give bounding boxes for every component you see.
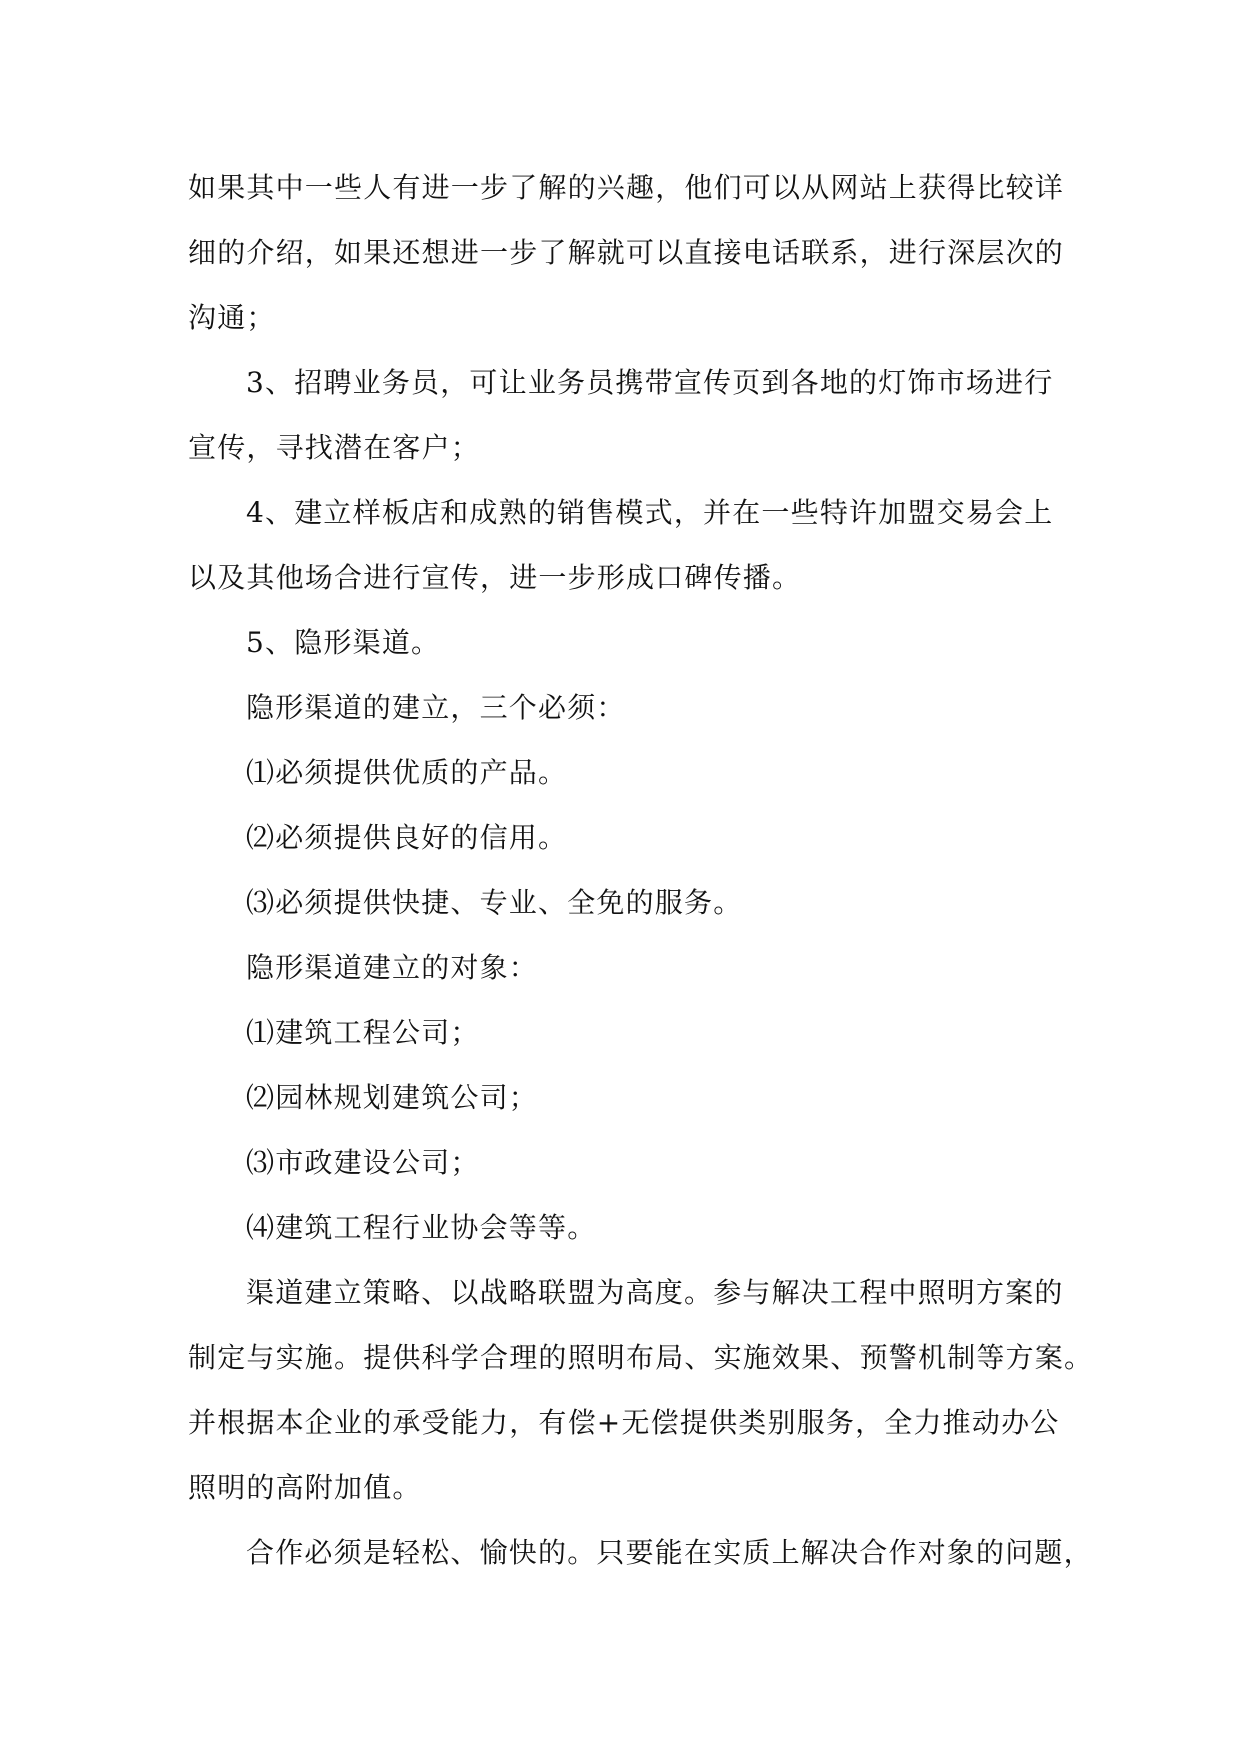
paragraph-line: 5、隐形渠道。: [246, 626, 441, 659]
document-body: [188, 155, 1094, 1585]
list-item: ⑵必须提供良好的信用。: [246, 821, 568, 854]
paragraph-line: 宣传，寻找潜在客户；: [188, 431, 481, 464]
paragraph-line: 合作必须是轻松、愉快的。只要能在实质上解决合作对象的问题，: [246, 1536, 1093, 1569]
list-item: ⑶必须提供快捷、专业、全免的服务。: [246, 886, 743, 919]
paragraph-line: 隐形渠道建立的对象：: [246, 951, 539, 984]
paragraph-line: 隐形渠道的建立，三个必须：: [246, 691, 626, 724]
paragraph-line: 以及其他场合进行宣传，进一步形成口碑传播。: [188, 561, 802, 594]
list-item: ⑴建筑工程公司；: [246, 1016, 480, 1049]
paragraph-line: 如果其中一些人有进一步了解的兴趣，他们可以从网站上获得比较详: [188, 171, 1065, 204]
list-item: ⑵园林规划建筑公司；: [246, 1081, 539, 1114]
paragraph-line: 制定与实施。提供科学合理的照明布局、实施效果、预警机制等方案。: [188, 1341, 1094, 1374]
list-item: ⑷建筑工程行业协会等等。: [246, 1211, 597, 1244]
paragraph-line: 沟通；: [188, 301, 276, 334]
paragraph-line: 渠道建立策略、以战略联盟为高度。参与解决工程中照明方案的: [246, 1276, 1064, 1309]
paragraph-line: 并根据本企业的承受能力，有偿+无偿提供类别服务，全力推动办公: [188, 1406, 1060, 1439]
paragraph-line: 细的介绍，如果还想进一步了解就可以直接电话联系，进行深层次的: [188, 236, 1065, 269]
list-item: ⑴必须提供优质的产品。: [246, 756, 568, 789]
paragraph-line: 3、招聘业务员，可让业务员携带宣传页到各地的灯饰市场进行: [246, 366, 1054, 399]
paragraph-line: 照明的高附加值。: [188, 1471, 422, 1504]
list-item: ⑶市政建设公司；: [246, 1146, 480, 1179]
paragraph-line: 4、建立样板店和成熟的销售模式，并在一些特许加盟交易会上: [246, 496, 1054, 529]
